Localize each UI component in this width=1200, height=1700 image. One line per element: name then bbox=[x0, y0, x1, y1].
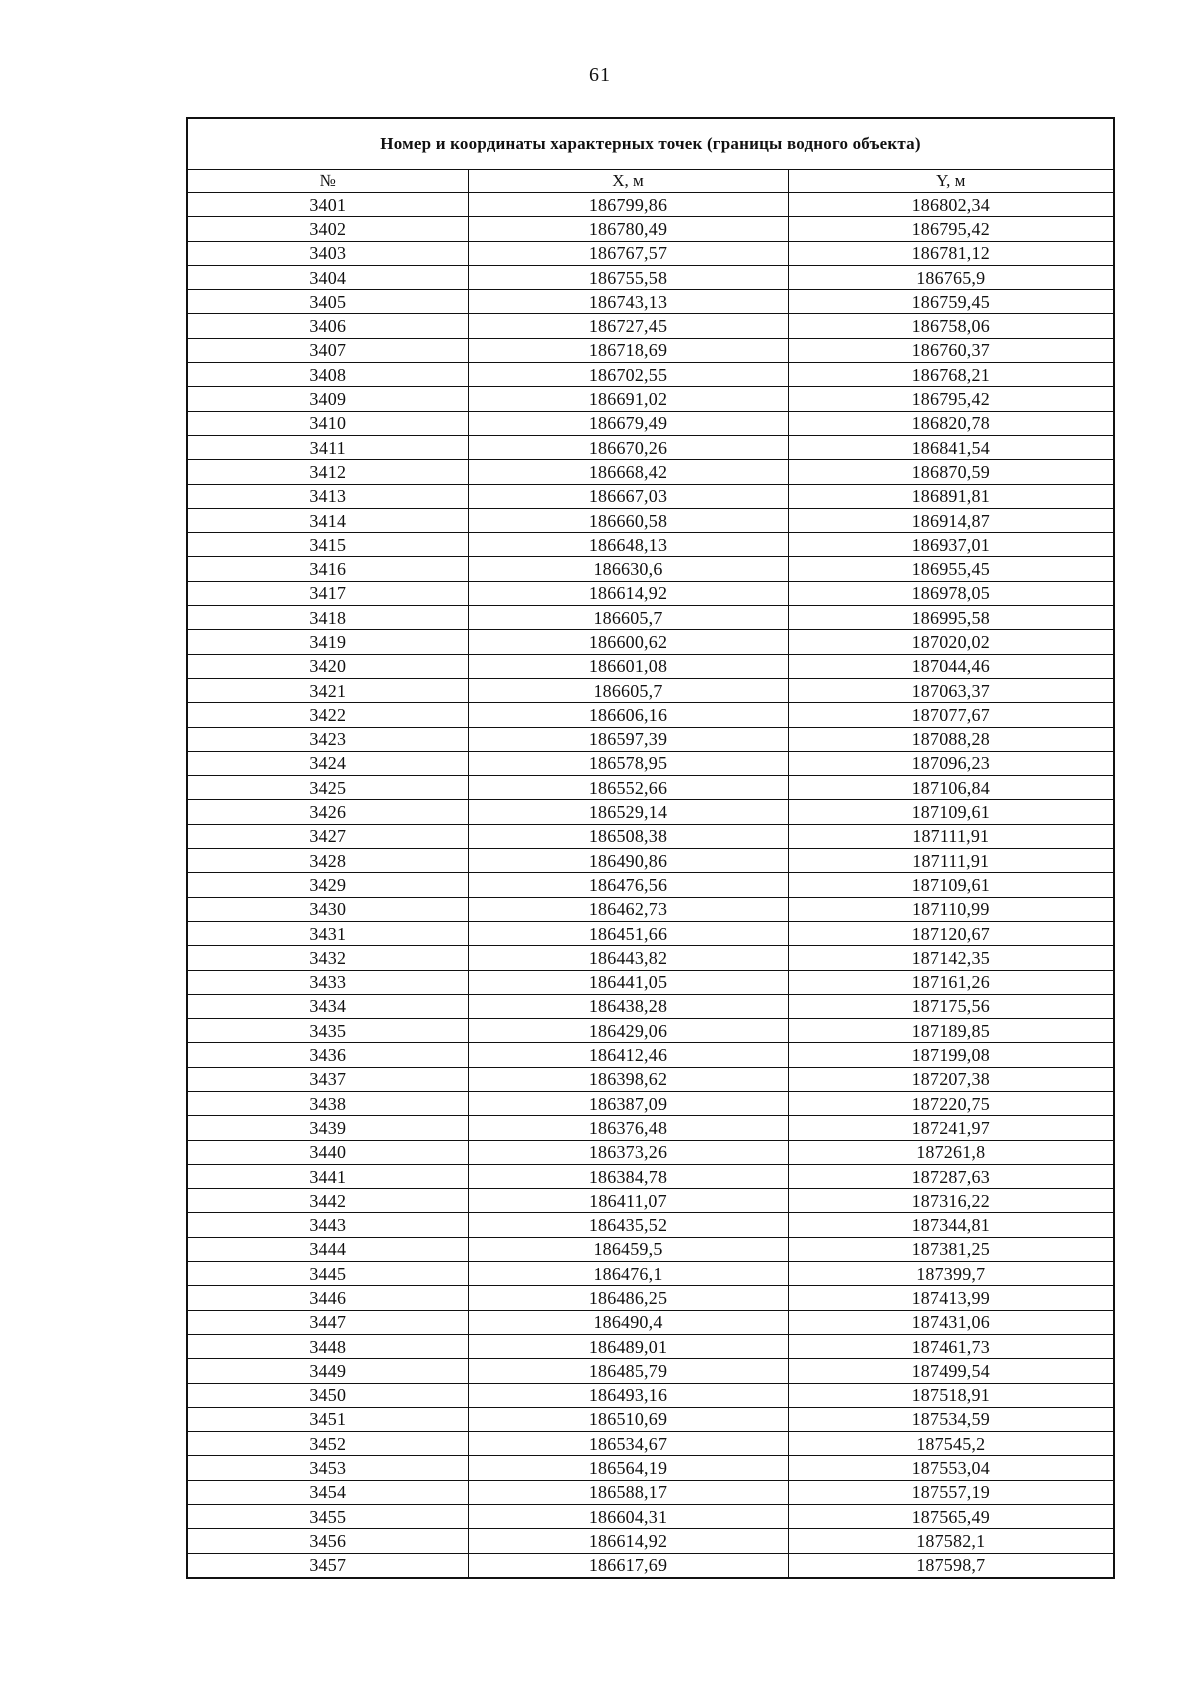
cell-x-coordinate: 186510,69 bbox=[468, 1407, 788, 1431]
cell-y-coordinate: 186841,54 bbox=[788, 435, 1114, 459]
table-row bbox=[187, 630, 1114, 654]
cell-point-number: 3403 bbox=[187, 241, 468, 265]
cell-y-coordinate: 187175,56 bbox=[788, 994, 1114, 1018]
cell-x-coordinate: 186435,52 bbox=[468, 1213, 788, 1237]
table-row bbox=[187, 1529, 1114, 1553]
cell-x-coordinate: 186660,58 bbox=[468, 508, 788, 532]
cell-point-number: 3430 bbox=[187, 897, 468, 921]
cell-x-coordinate: 186691,02 bbox=[468, 387, 788, 411]
table-row bbox=[187, 411, 1114, 435]
cell-x-coordinate: 186667,03 bbox=[468, 484, 788, 508]
cell-point-number: 3412 bbox=[187, 460, 468, 484]
cell-point-number: 3402 bbox=[187, 217, 468, 241]
cell-x-coordinate: 186398,62 bbox=[468, 1067, 788, 1091]
cell-x-coordinate: 186799,86 bbox=[468, 193, 788, 217]
table-row bbox=[187, 508, 1114, 532]
cell-y-coordinate: 187220,75 bbox=[788, 1091, 1114, 1115]
cell-x-coordinate: 186490,4 bbox=[468, 1310, 788, 1334]
table-row bbox=[187, 314, 1114, 338]
cell-point-number: 3422 bbox=[187, 703, 468, 727]
cell-x-coordinate: 186387,09 bbox=[468, 1091, 788, 1115]
cell-x-coordinate: 186459,5 bbox=[468, 1237, 788, 1261]
cell-x-coordinate: 186578,95 bbox=[468, 751, 788, 775]
cell-point-number: 3408 bbox=[187, 363, 468, 387]
table-row bbox=[187, 1310, 1114, 1334]
cell-x-coordinate: 186411,07 bbox=[468, 1189, 788, 1213]
cell-y-coordinate: 187189,85 bbox=[788, 1019, 1114, 1043]
cell-x-coordinate: 186451,66 bbox=[468, 921, 788, 945]
cell-y-coordinate: 187557,19 bbox=[788, 1480, 1114, 1504]
cell-x-coordinate: 186373,26 bbox=[468, 1140, 788, 1164]
cell-y-coordinate: 187431,06 bbox=[788, 1310, 1114, 1334]
cell-point-number: 3456 bbox=[187, 1529, 468, 1553]
column-header-x: X, м bbox=[468, 170, 788, 193]
cell-x-coordinate: 186601,08 bbox=[468, 654, 788, 678]
cell-point-number: 3437 bbox=[187, 1067, 468, 1091]
cell-point-number: 3453 bbox=[187, 1456, 468, 1480]
cell-x-coordinate: 186429,06 bbox=[468, 1019, 788, 1043]
cell-y-coordinate: 187534,59 bbox=[788, 1407, 1114, 1431]
table-row bbox=[187, 703, 1114, 727]
cell-y-coordinate: 187199,08 bbox=[788, 1043, 1114, 1067]
cell-x-coordinate: 186600,62 bbox=[468, 630, 788, 654]
table-row bbox=[187, 678, 1114, 702]
cell-y-coordinate: 187142,35 bbox=[788, 946, 1114, 970]
table-row bbox=[187, 581, 1114, 605]
table-row bbox=[187, 1140, 1114, 1164]
cell-x-coordinate: 186605,7 bbox=[468, 606, 788, 630]
cell-y-coordinate: 187109,61 bbox=[788, 873, 1114, 897]
cell-x-coordinate: 186493,16 bbox=[468, 1383, 788, 1407]
table-row bbox=[187, 241, 1114, 265]
cell-y-coordinate: 187088,28 bbox=[788, 727, 1114, 751]
table-row bbox=[187, 435, 1114, 459]
cell-x-coordinate: 186443,82 bbox=[468, 946, 788, 970]
table-row bbox=[187, 751, 1114, 775]
table-row bbox=[187, 1019, 1114, 1043]
table-row bbox=[187, 363, 1114, 387]
cell-point-number: 3426 bbox=[187, 800, 468, 824]
cell-x-coordinate: 186534,67 bbox=[468, 1432, 788, 1456]
cell-point-number: 3451 bbox=[187, 1407, 468, 1431]
table-row bbox=[187, 849, 1114, 873]
cell-x-coordinate: 186438,28 bbox=[468, 994, 788, 1018]
cell-point-number: 3431 bbox=[187, 921, 468, 945]
table-caption-row bbox=[187, 118, 1114, 170]
cell-point-number: 3433 bbox=[187, 970, 468, 994]
table-row bbox=[187, 1189, 1114, 1213]
cell-y-coordinate: 187111,91 bbox=[788, 849, 1114, 873]
cell-x-coordinate: 186727,45 bbox=[468, 314, 788, 338]
cell-x-coordinate: 186564,19 bbox=[468, 1456, 788, 1480]
cell-y-coordinate: 187499,54 bbox=[788, 1359, 1114, 1383]
table-row bbox=[187, 1286, 1114, 1310]
cell-y-coordinate: 187020,02 bbox=[788, 630, 1114, 654]
table-row bbox=[187, 265, 1114, 289]
table-row bbox=[187, 776, 1114, 800]
cell-x-coordinate: 186604,31 bbox=[468, 1505, 788, 1529]
cell-y-coordinate: 186978,05 bbox=[788, 581, 1114, 605]
cell-y-coordinate: 186795,42 bbox=[788, 217, 1114, 241]
cell-x-coordinate: 186630,6 bbox=[468, 557, 788, 581]
cell-y-coordinate: 187207,38 bbox=[788, 1067, 1114, 1091]
cell-point-number: 3427 bbox=[187, 824, 468, 848]
cell-x-coordinate: 186718,69 bbox=[468, 338, 788, 362]
cell-y-coordinate: 186891,81 bbox=[788, 484, 1114, 508]
cell-y-coordinate: 186802,34 bbox=[788, 193, 1114, 217]
cell-y-coordinate: 186768,21 bbox=[788, 363, 1114, 387]
cell-x-coordinate: 186755,58 bbox=[468, 265, 788, 289]
page-number: 61 bbox=[589, 64, 611, 86]
cell-y-coordinate: 187120,67 bbox=[788, 921, 1114, 945]
cell-y-coordinate: 187111,91 bbox=[788, 824, 1114, 848]
cell-y-coordinate: 186795,42 bbox=[788, 387, 1114, 411]
cell-y-coordinate: 187598,7 bbox=[788, 1553, 1114, 1578]
cell-x-coordinate: 186614,92 bbox=[468, 1529, 788, 1553]
cell-point-number: 3448 bbox=[187, 1334, 468, 1358]
table-row bbox=[187, 557, 1114, 581]
cell-point-number: 3457 bbox=[187, 1553, 468, 1578]
table-row bbox=[187, 921, 1114, 945]
table-body bbox=[187, 193, 1114, 1578]
cell-point-number: 3452 bbox=[187, 1432, 468, 1456]
cell-y-coordinate: 187063,37 bbox=[788, 678, 1114, 702]
table-row bbox=[187, 1091, 1114, 1115]
table-row bbox=[187, 1407, 1114, 1431]
cell-point-number: 3417 bbox=[187, 581, 468, 605]
table-row bbox=[187, 460, 1114, 484]
table-row bbox=[187, 1505, 1114, 1529]
cell-y-coordinate: 187241,97 bbox=[788, 1116, 1114, 1140]
cell-y-coordinate: 187518,91 bbox=[788, 1383, 1114, 1407]
cell-y-coordinate: 187381,25 bbox=[788, 1237, 1114, 1261]
cell-y-coordinate: 187565,49 bbox=[788, 1505, 1114, 1529]
cell-point-number: 3449 bbox=[187, 1359, 468, 1383]
cell-point-number: 3446 bbox=[187, 1286, 468, 1310]
cell-y-coordinate: 186760,37 bbox=[788, 338, 1114, 362]
cell-point-number: 3410 bbox=[187, 411, 468, 435]
cell-point-number: 3440 bbox=[187, 1140, 468, 1164]
table-row bbox=[187, 484, 1114, 508]
cell-x-coordinate: 186376,48 bbox=[468, 1116, 788, 1140]
cell-x-coordinate: 186508,38 bbox=[468, 824, 788, 848]
table-row bbox=[187, 193, 1114, 217]
table-row bbox=[187, 338, 1114, 362]
table-row bbox=[187, 533, 1114, 557]
table-row bbox=[187, 1359, 1114, 1383]
cell-x-coordinate: 186485,79 bbox=[468, 1359, 788, 1383]
cell-x-coordinate: 186529,14 bbox=[468, 800, 788, 824]
cell-x-coordinate: 186462,73 bbox=[468, 897, 788, 921]
cell-point-number: 3415 bbox=[187, 533, 468, 557]
table-row bbox=[187, 1262, 1114, 1286]
cell-x-coordinate: 186743,13 bbox=[468, 290, 788, 314]
cell-x-coordinate: 186605,7 bbox=[468, 678, 788, 702]
table-header-row bbox=[187, 170, 1114, 193]
cell-point-number: 3407 bbox=[187, 338, 468, 362]
cell-x-coordinate: 186476,1 bbox=[468, 1262, 788, 1286]
table-row bbox=[187, 1553, 1114, 1578]
cell-x-coordinate: 186412,46 bbox=[468, 1043, 788, 1067]
table-row bbox=[187, 946, 1114, 970]
cell-point-number: 3443 bbox=[187, 1213, 468, 1237]
cell-y-coordinate: 186914,87 bbox=[788, 508, 1114, 532]
table-caption: Номер и координаты характерных точек (границы водного объекта) bbox=[187, 118, 1114, 170]
cell-point-number: 3419 bbox=[187, 630, 468, 654]
cell-point-number: 3435 bbox=[187, 1019, 468, 1043]
cell-y-coordinate: 186995,58 bbox=[788, 606, 1114, 630]
cell-y-coordinate: 187413,99 bbox=[788, 1286, 1114, 1310]
cell-point-number: 3436 bbox=[187, 1043, 468, 1067]
cell-point-number: 3444 bbox=[187, 1237, 468, 1261]
cell-point-number: 3420 bbox=[187, 654, 468, 678]
cell-point-number: 3404 bbox=[187, 265, 468, 289]
cell-point-number: 3411 bbox=[187, 435, 468, 459]
cell-x-coordinate: 186384,78 bbox=[468, 1164, 788, 1188]
cell-point-number: 3425 bbox=[187, 776, 468, 800]
cell-y-coordinate: 186781,12 bbox=[788, 241, 1114, 265]
table-row bbox=[187, 654, 1114, 678]
cell-point-number: 3447 bbox=[187, 1310, 468, 1334]
cell-point-number: 3418 bbox=[187, 606, 468, 630]
table-row bbox=[187, 897, 1114, 921]
cell-point-number: 3414 bbox=[187, 508, 468, 532]
cell-y-coordinate: 187545,2 bbox=[788, 1432, 1114, 1456]
cell-y-coordinate: 187399,7 bbox=[788, 1262, 1114, 1286]
cell-x-coordinate: 186702,55 bbox=[468, 363, 788, 387]
cell-x-coordinate: 186780,49 bbox=[468, 217, 788, 241]
cell-y-coordinate: 187096,23 bbox=[788, 751, 1114, 775]
table-row bbox=[187, 1334, 1114, 1358]
cell-y-coordinate: 186820,78 bbox=[788, 411, 1114, 435]
cell-point-number: 3421 bbox=[187, 678, 468, 702]
table-row bbox=[187, 1164, 1114, 1188]
column-header-y: Y, м bbox=[788, 170, 1114, 193]
cell-point-number: 3445 bbox=[187, 1262, 468, 1286]
table-row bbox=[187, 387, 1114, 411]
cell-y-coordinate: 187110,99 bbox=[788, 897, 1114, 921]
cell-x-coordinate: 186476,56 bbox=[468, 873, 788, 897]
table-row bbox=[187, 290, 1114, 314]
cell-y-coordinate: 186765,9 bbox=[788, 265, 1114, 289]
cell-y-coordinate: 187344,81 bbox=[788, 1213, 1114, 1237]
cell-point-number: 3401 bbox=[187, 193, 468, 217]
table-row bbox=[187, 1480, 1114, 1504]
cell-y-coordinate: 186759,45 bbox=[788, 290, 1114, 314]
table-row bbox=[187, 1067, 1114, 1091]
cell-point-number: 3429 bbox=[187, 873, 468, 897]
cell-point-number: 3455 bbox=[187, 1505, 468, 1529]
cell-x-coordinate: 186670,26 bbox=[468, 435, 788, 459]
cell-y-coordinate: 187461,73 bbox=[788, 1334, 1114, 1358]
cell-y-coordinate: 187287,63 bbox=[788, 1164, 1114, 1188]
table-row bbox=[187, 727, 1114, 751]
coordinates-table-container bbox=[186, 117, 1113, 1579]
cell-x-coordinate: 186679,49 bbox=[468, 411, 788, 435]
table-row bbox=[187, 1383, 1114, 1407]
cell-y-coordinate: 187316,22 bbox=[788, 1189, 1114, 1213]
cell-point-number: 3438 bbox=[187, 1091, 468, 1115]
cell-x-coordinate: 186606,16 bbox=[468, 703, 788, 727]
column-header-number: № bbox=[187, 170, 468, 193]
cell-point-number: 3439 bbox=[187, 1116, 468, 1140]
table-row bbox=[187, 1456, 1114, 1480]
table-row bbox=[187, 824, 1114, 848]
table-row bbox=[187, 800, 1114, 824]
cell-point-number: 3432 bbox=[187, 946, 468, 970]
table-row bbox=[187, 1116, 1114, 1140]
cell-x-coordinate: 186668,42 bbox=[468, 460, 788, 484]
cell-x-coordinate: 186552,66 bbox=[468, 776, 788, 800]
table-row bbox=[187, 994, 1114, 1018]
table-row bbox=[187, 970, 1114, 994]
cell-y-coordinate: 186937,01 bbox=[788, 533, 1114, 557]
cell-x-coordinate: 186489,01 bbox=[468, 1334, 788, 1358]
cell-x-coordinate: 186617,69 bbox=[468, 1553, 788, 1578]
cell-point-number: 3442 bbox=[187, 1189, 468, 1213]
cell-y-coordinate: 186870,59 bbox=[788, 460, 1114, 484]
cell-point-number: 3413 bbox=[187, 484, 468, 508]
table-row bbox=[187, 217, 1114, 241]
cell-point-number: 3409 bbox=[187, 387, 468, 411]
cell-y-coordinate: 187109,61 bbox=[788, 800, 1114, 824]
cell-point-number: 3416 bbox=[187, 557, 468, 581]
coordinates-table bbox=[186, 117, 1115, 1579]
cell-y-coordinate: 186758,06 bbox=[788, 314, 1114, 338]
cell-y-coordinate: 186955,45 bbox=[788, 557, 1114, 581]
cell-x-coordinate: 186648,13 bbox=[468, 533, 788, 557]
cell-x-coordinate: 186767,57 bbox=[468, 241, 788, 265]
cell-x-coordinate: 186441,05 bbox=[468, 970, 788, 994]
cell-point-number: 3428 bbox=[187, 849, 468, 873]
cell-point-number: 3454 bbox=[187, 1480, 468, 1504]
table-row bbox=[187, 1237, 1114, 1261]
cell-point-number: 3424 bbox=[187, 751, 468, 775]
cell-y-coordinate: 187582,1 bbox=[788, 1529, 1114, 1553]
cell-x-coordinate: 186588,17 bbox=[468, 1480, 788, 1504]
cell-point-number: 3441 bbox=[187, 1164, 468, 1188]
cell-y-coordinate: 187106,84 bbox=[788, 776, 1114, 800]
cell-y-coordinate: 187077,67 bbox=[788, 703, 1114, 727]
table-row bbox=[187, 1043, 1114, 1067]
cell-point-number: 3405 bbox=[187, 290, 468, 314]
table-row bbox=[187, 1213, 1114, 1237]
cell-y-coordinate: 187553,04 bbox=[788, 1456, 1114, 1480]
cell-point-number: 3406 bbox=[187, 314, 468, 338]
cell-y-coordinate: 187161,26 bbox=[788, 970, 1114, 994]
cell-y-coordinate: 187044,46 bbox=[788, 654, 1114, 678]
table-row bbox=[187, 1432, 1114, 1456]
cell-point-number: 3434 bbox=[187, 994, 468, 1018]
cell-x-coordinate: 186614,92 bbox=[468, 581, 788, 605]
cell-x-coordinate: 186486,25 bbox=[468, 1286, 788, 1310]
cell-x-coordinate: 186597,39 bbox=[468, 727, 788, 751]
cell-point-number: 3450 bbox=[187, 1383, 468, 1407]
table-row bbox=[187, 606, 1114, 630]
table-row bbox=[187, 873, 1114, 897]
cell-x-coordinate: 186490,86 bbox=[468, 849, 788, 873]
cell-y-coordinate: 187261,8 bbox=[788, 1140, 1114, 1164]
cell-point-number: 3423 bbox=[187, 727, 468, 751]
